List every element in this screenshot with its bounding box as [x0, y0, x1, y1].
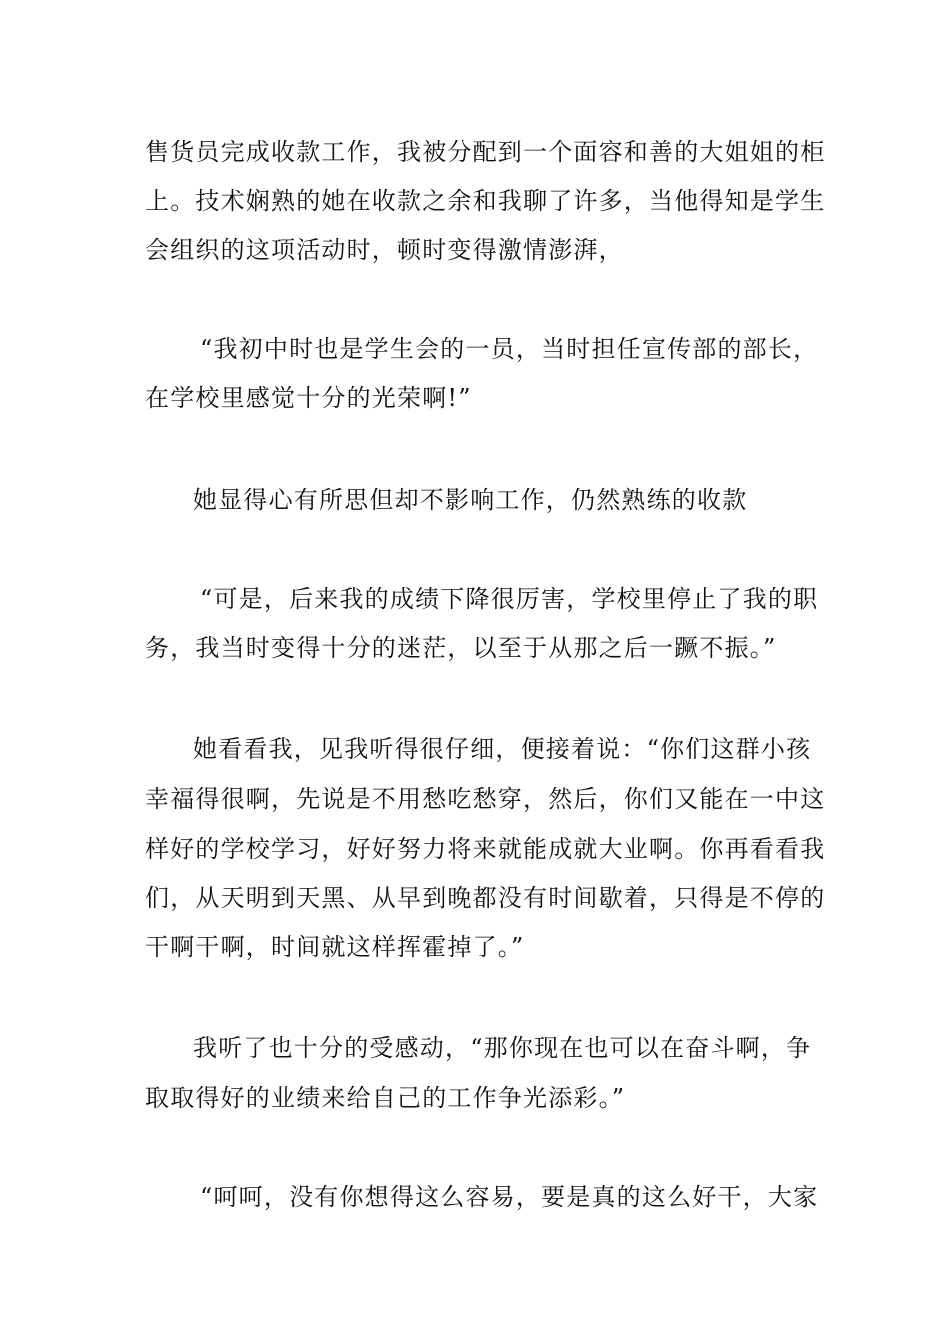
text-line: 样好的学校学习，好好努力将来就能成就大业啊。你再看看我: [145, 835, 826, 863]
text-line: 务，我当时变得十分的迷茫，以至于从那之后一蹶不振。”: [145, 634, 777, 662]
text-line: 会组织的这项活动时，顿时变得激情澎湃，: [145, 236, 624, 264]
text-line: “可是，后来我的成绩下降很厉害，学校里停止了我的职: [200, 585, 819, 613]
text-line: 幸福得很啊，先说是不用愁吃愁穿，然后，你们又能在一中这: [145, 785, 826, 813]
text-line: 她看看我，见我听得很仔细，便接着说：“你们这群小孩: [193, 735, 812, 763]
text-line: “呵呵，没有你想得这么容易，要是真的这么好干，大家: [200, 1183, 819, 1211]
text-line: 取取得好的业绩来给自己的工作争光添彩。”: [145, 1084, 626, 1112]
text-line: “我初中时也是学生会的一员，当时担任宣传部的部长，: [200, 335, 819, 363]
text-line: 干啊干啊，时间就这样挥霍掉了。”: [145, 933, 525, 961]
text-line: 售货员完成收款工作，我被分配到一个面容和善的大姐姐的柜: [145, 138, 826, 166]
text-line: 上。技术娴熟的她在收款之余和我聊了许多，当他得知是学生: [145, 187, 826, 215]
text-line: 们，从天明到天黑、从早到晚都没有时间歇着，只得是不停的: [145, 884, 826, 912]
text-line: 在学校里感觉十分的光荣啊!”: [145, 384, 472, 412]
text-line: 我听了也十分的受感动，“那你现在也可以在奋斗啊，争: [193, 1034, 812, 1062]
text-line: 她显得心有所思但却不影响工作，仍然熟练的收款: [193, 486, 748, 514]
